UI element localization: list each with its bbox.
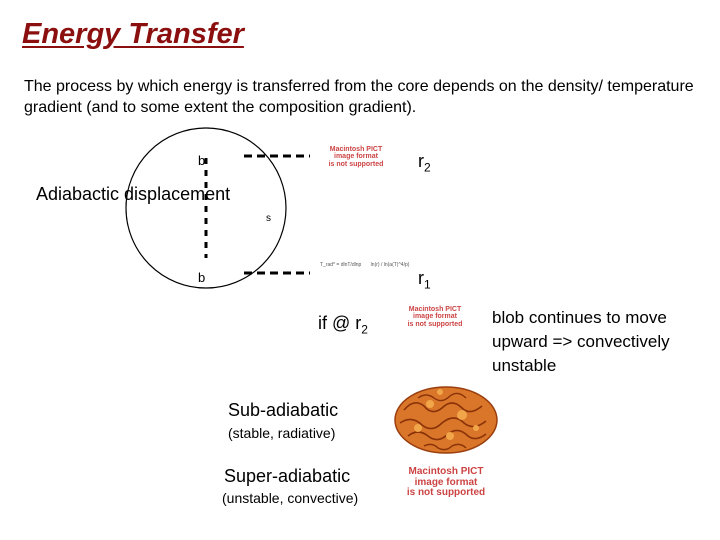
intro-paragraph: The process by which energy is transferred from the core depends on the density/ temperature gradient (and to some extent the composition gradient). [24,78,694,116]
blob-label-top: b [198,153,206,168]
radius-r1-symbol: r [418,268,424,288]
radius-r2-label [418,151,431,175]
condition-subscript: 2 [361,322,368,337]
super-adiabatic-detail: (unstable, convective) [222,490,359,506]
blob-label-bottom: b [198,270,206,285]
pict-placeholder-condition: Macintosh PICT image format is not supported [407,306,463,328]
middle-label: s [266,213,271,224]
condition-prefix: if @ r [318,313,362,333]
page-title: Energy Transfer [22,18,244,50]
temperature-gradient-formula [320,262,409,268]
condition-label [318,313,368,337]
convection-blob-image [395,387,497,453]
formula-left: T_rad* = dlnT/dlnp [320,262,362,268]
sub-adiabatic-detail: (stable, radiative) [228,425,336,441]
super-adiabatic-heading: Super-adiabatic [224,466,351,486]
pict-placeholder-super-adiabatic: Macintosh PICT image format is not supported [406,466,486,498]
radius-r1-label [418,268,431,292]
radius-r2-symbol: r [418,151,424,171]
pict-placeholder-top: Macintosh PICT image format is not supported [328,146,384,168]
condition-result: blob continues to move upward => convectively unstable [492,308,670,375]
radius-r1-subscript: 1 [424,277,431,292]
formula-right: ln(r) / ln(a(T)^4/p) [370,262,410,268]
adiabatic-displacement-label: Adiabactic displacement [36,184,231,204]
radius-r2-subscript: 2 [424,160,431,175]
sub-adiabatic-heading: Sub-adiabatic [228,400,339,420]
